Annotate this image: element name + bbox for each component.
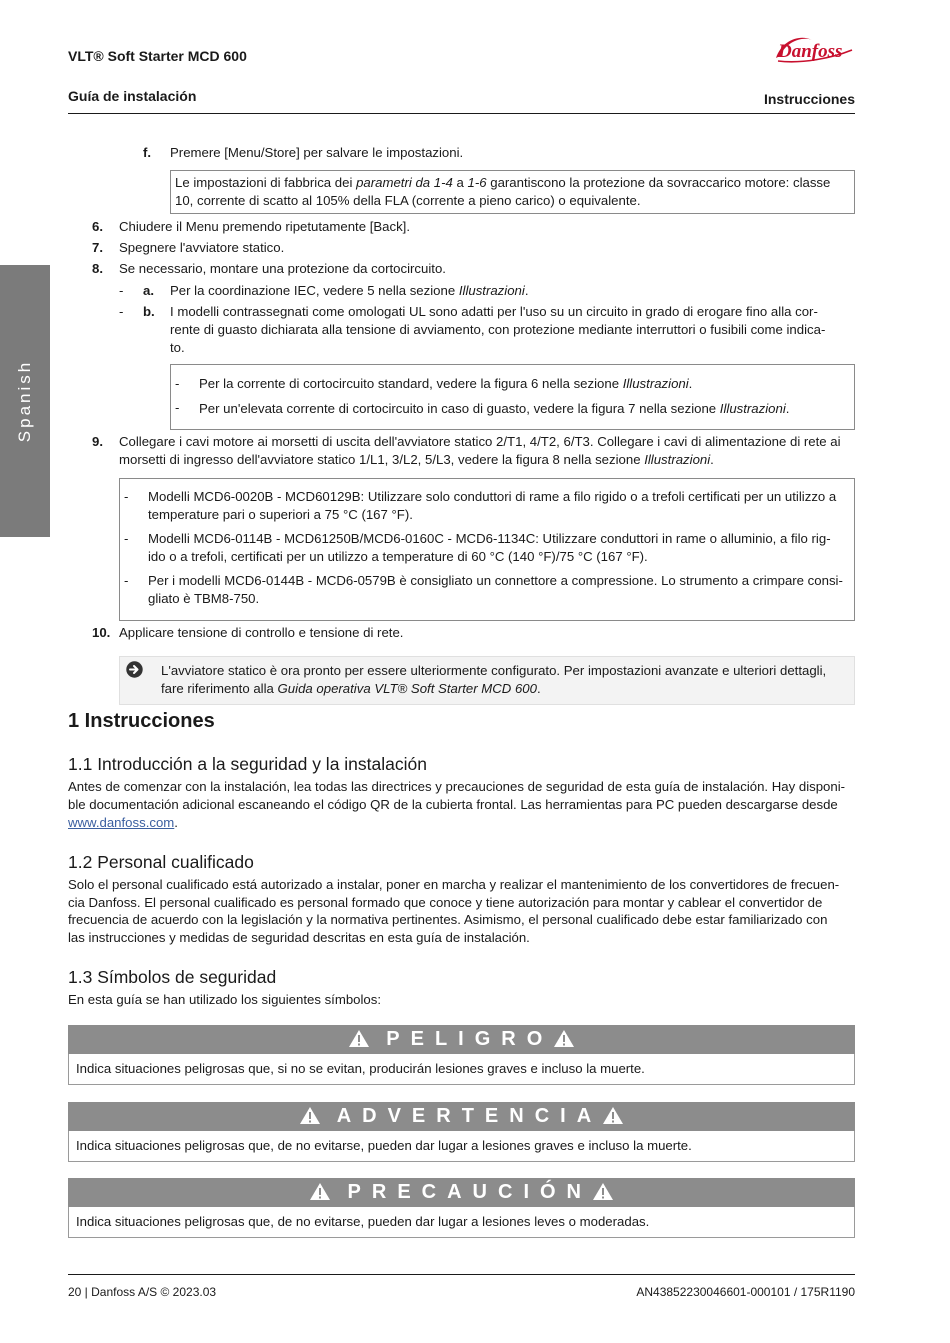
step-8-text: Se necessario, montare una protezione da cortocircuito. — [119, 261, 446, 276]
box2-item2-end: . — [785, 401, 790, 416]
info-note-line1: L'avviatore statico è ora pronto per essere ulteriormente configurato. Per impostazioni avanzate e ulteriori dettagli, — [161, 663, 827, 678]
box1-line1 — [175, 174, 830, 192]
para-1-1-line3 — [68, 814, 178, 832]
header-guide-title: Guía de instalación — [68, 88, 197, 104]
footer-divider — [68, 1274, 855, 1275]
warning-triangle-icon — [553, 1029, 575, 1048]
warning-triangle-icon — [309, 1182, 331, 1201]
box3-item3-line2: gliato è TBM8-750. — [148, 591, 260, 606]
step-8a-label: a. — [143, 283, 154, 298]
box2-item2 — [199, 400, 789, 418]
box2-item1-em: Illustrazioni — [622, 376, 689, 391]
note-box-short-circuit — [170, 364, 855, 430]
step-8a-dash: - — [119, 283, 124, 298]
para-1-2-line1: Solo el personal cualificado está autorizado a instalar, poner en marcha y realizar el mantenimiento de los convertidores de frecuen- — [68, 877, 840, 892]
box1-line2: 10, corrente di scatto al 105% della FLA (corrente a pieno carico) o equivalente. — [175, 193, 641, 208]
box3-item1-line2: temperature pari o superiori a 75 °C (167 °F). — [148, 507, 413, 522]
header-product-title: VLT® Soft Starter MCD 600 — [68, 48, 247, 64]
info-note-line2-em: Guida operativa VLT® Soft Starter MCD 600 — [277, 681, 537, 696]
para-1-2-line2: cia Danfoss. El personal cualificado es personal formado que conoce y tiene autorización para montar y cablear el convertidor de — [68, 895, 823, 910]
step-9-line2-em: Illustrazioni — [644, 452, 711, 467]
box2-item2-em: Illustrazioni — [719, 401, 786, 416]
para-1-3: En esta guía se han utilizado los siguientes símbolos: — [68, 992, 382, 1007]
precaucion-title: PRECAUCIÓN — [347, 1181, 592, 1203]
footer-page-info: 20 | Danfoss A/S © 2023.03 — [68, 1285, 217, 1299]
advertencia-banner — [68, 1102, 855, 1131]
box2-item2-text: Per un'elevata corrente di cortocircuito in caso di guasto, vedere la figura 7 nella sezione — [199, 401, 720, 416]
warning-triangle-icon — [602, 1106, 624, 1125]
section-heading-1: 1 Instrucciones — [68, 710, 215, 732]
box3-item1-dash: - — [124, 489, 129, 504]
peligro-title: PELIGRO — [386, 1028, 554, 1050]
header-divider — [68, 113, 855, 114]
step-10-text: Applicare tensione di controllo e tensione di rete. — [119, 625, 404, 640]
box3-item2-line1: Modelli MCD6-0114B - MCD61250B/MCD6-0160C - MCD6-1134C: Utilizzare conduttori in rame o alluminio, a filo rig- — [148, 531, 831, 546]
step-8b-line3: to. — [170, 340, 185, 355]
warning-triangle-icon — [592, 1182, 614, 1201]
box1-text-a: Le impostazioni di fabbrica dei — [175, 175, 357, 190]
para-1-2-line3: frecuencia de acuerdo con la legislación y la normativa pertinentes. Asimismo, el personal cualificado debe estar familiarizado con — [68, 912, 828, 927]
language-side-tab — [0, 265, 50, 537]
step-f-label: f. — [143, 145, 152, 160]
danfoss-logo — [772, 28, 856, 68]
step-f-text: Premere [Menu/Store] per salvare le impostazioni. — [170, 145, 464, 160]
peligro-banner — [68, 1025, 855, 1054]
box3-item3-dash: - — [124, 573, 129, 588]
box3-item1-line1: Modelli MCD6-0020B - MCD60129B: Utilizzare solo conduttori di rame a filo rigido o a trefoli certificati per un utilizzo a — [148, 489, 837, 504]
box2-item2-dash: - — [175, 400, 180, 415]
step-8b-label: b. — [143, 304, 155, 319]
step-7-number: 7. — [92, 240, 103, 255]
header-section-title: Instrucciones — [763, 91, 855, 107]
section-heading-1-1: 1.1 Introducción a la seguridad y la instalación — [68, 754, 427, 774]
step-8a-text-main: Per la coordinazione IEC, vedere 5 nella sezione — [170, 283, 459, 298]
box1-text-d: 1-6 — [467, 175, 487, 190]
box3-item2-line2: ido o a trefoli, certificati per un utilizzo a temperature di 60 °C (140 °F)/75 °C (167 °F). — [148, 549, 648, 564]
box2-item1-dash: - — [175, 376, 180, 391]
danfoss-website-link[interactable]: www.danfoss.com — [68, 815, 175, 830]
box3-item2-dash: - — [124, 531, 129, 546]
para-1-1-line2: ble documentación adicional escaneando el código QR de la cubierta frontal. Las herramientas para PC pueden descargarse desde — [68, 797, 838, 812]
para-1-1-end: . — [174, 815, 178, 830]
step-9-line2-end: . — [710, 452, 714, 467]
box1-text-c: a — [452, 175, 468, 190]
step-6-text: Chiudere il Menu premendo ripetutamente [Back]. — [119, 219, 411, 234]
step-8a-text-em: Illustrazioni — [458, 283, 525, 298]
box2-item1-text: Per la corrente di cortocircuito standard, vedere la figura 6 nella sezione — [199, 376, 623, 391]
step-7-text: Spegnere l'avviatore statico. — [119, 240, 285, 255]
step-8a-text — [170, 282, 528, 300]
advertencia-description: Indica situaciones peligrosas que, de no evitarse, pueden dar lugar a lesiones graves e incluso la muerte. — [68, 1131, 855, 1162]
step-8b-line1: I modelli contrassegnati come omologati UL sono adatti per l'uso su un circuito in grado di erogare fino alla cor- — [170, 304, 818, 319]
warning-triangle-icon — [299, 1106, 321, 1125]
peligro-description: Indica situaciones peligrosas que, si no se evitan, producirán lesiones graves e incluso la muerte. — [68, 1054, 855, 1085]
language-label: Spanish — [15, 359, 34, 443]
box2-item1 — [199, 375, 692, 393]
step-9-number: 9. — [92, 434, 103, 449]
step-9-line2 — [119, 451, 714, 469]
step-9-line2-text: morsetti di ingresso dell'avviatore statico 1/L1, 3/L2, 5/L3, vedere la figura 8 nella sezione — [119, 452, 645, 467]
danfoss-logo-text: Danfoss — [778, 41, 843, 62]
section-heading-1-3: 1.3 Símbolos de seguridad — [68, 967, 277, 987]
section-heading-1-2: 1.2 Personal cualificado — [68, 852, 254, 872]
step-8a-text-end: . — [524, 283, 529, 298]
info-note-line2-end: . — [536, 681, 541, 696]
step-10-number: 10. — [92, 625, 111, 640]
step-8-number: 8. — [92, 261, 103, 276]
precaucion-description: Indica situaciones peligrosas que, de no evitarse, pueden dar lugar a lesiones leves o moderadas. — [68, 1207, 855, 1238]
step-8b-dash: - — [119, 304, 124, 319]
info-note-line2 — [161, 680, 541, 698]
precaucion-banner — [68, 1178, 855, 1207]
box1-text-e: garantiscono la protezione da sovraccarico motore: classe — [486, 175, 831, 190]
footer-document-code: AN43852230046601-000101 / 175R1190 — [636, 1285, 855, 1299]
para-1-1-line1: Antes de comenzar con la instalación, lea todas las directrices y precauciones de seguridad de esta guía de instalación. Hay disponi- — [68, 779, 846, 794]
advertencia-title: ADVERTENCIA — [336, 1105, 603, 1127]
para-1-2-line4: las instrucciones y medidas de seguridad descritas en esta guía de instalación. — [68, 930, 530, 945]
box2-item1-end: . — [688, 376, 693, 391]
box1-text-b: parametri da 1-4 — [356, 175, 453, 190]
step-8b-line2: rente di guasto dichiarata alla tensione di avviamento, con protezione mediante interruttori o fusibili come indica- — [170, 322, 826, 337]
warning-triangle-icon — [348, 1029, 370, 1048]
step-9-line1: Collegare i cavi motore ai morsetti di uscita dell'avviatore statico 2/T1, 4/T2, 6/T3. Collegare i cavi di alimentazione di rete ai — [119, 434, 841, 449]
info-note-line2-text: fare riferimento alla — [161, 681, 278, 696]
arrow-circle-right-icon — [126, 661, 143, 678]
step-6-number: 6. — [92, 219, 103, 234]
box3-item3-line1: Per i modelli MCD6-0144B - MCD6-0579B è consigliato un connettore a compressione. Lo strumento a crimpare consi- — [148, 573, 843, 588]
